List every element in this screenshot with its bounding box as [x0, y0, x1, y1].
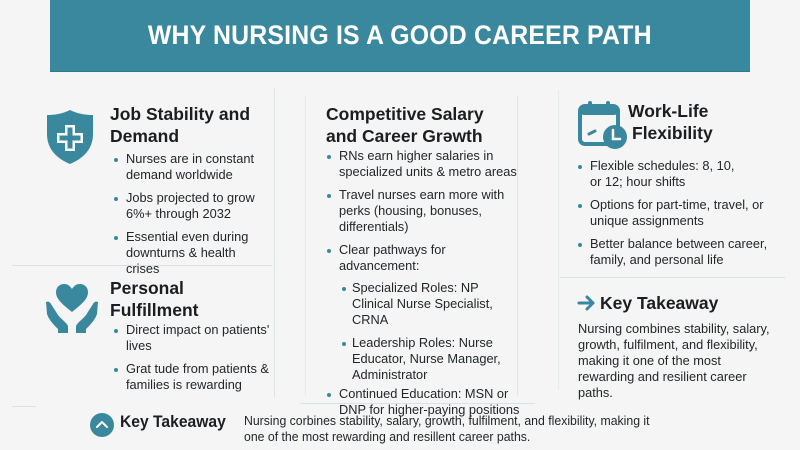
arrow-right-icon — [577, 295, 597, 311]
salary-growth-list — [324, 148, 520, 425]
list-item: Essential even during downturns & health crises — [111, 229, 271, 277]
list-item: Better balance between career, family, and personal life — [575, 236, 780, 268]
salary-growth-title: Competitive Salary and Career Grəwth — [326, 104, 484, 146]
list-item: Travel nurses earn more with perks (housing, bonuses, differentials) — [324, 187, 520, 235]
shield-medical-cross-icon — [45, 108, 95, 166]
list-item: Continued Education: MSN or DNP for higher-paying positions — [324, 386, 520, 418]
page-title: WHY NURSING IS A GOOD CAREER PATH — [148, 20, 652, 50]
list-item: Flexible schedules: 8, 10, or 12; hour shifts — [575, 158, 780, 190]
work-life-list — [575, 158, 780, 275]
list-item: Grat tude from patients & families is rewarding — [111, 361, 271, 393]
calendar-clock-icon — [578, 100, 628, 150]
list-item: Options for part-time, travel, or unique assignments — [575, 197, 780, 229]
list-item: Nurses are in constant demand worldwide — [111, 151, 271, 183]
divider-right — [560, 277, 785, 278]
list-item: Specialized Roles: NP Clinical Nurse Specialist, CRNA — [339, 280, 520, 328]
footer-key-takeaway-text: Nursing corbines stability, salary, growth, fulfilment, and flexibility, making it one of the most rewarding and resillent career paths. — [244, 413, 650, 444]
personal-fulfillment-title: Personal Fulfillment — [110, 278, 199, 320]
personal-fulfillment-list — [111, 322, 271, 400]
key-takeaway-card-title: Key Takeaway — [600, 293, 719, 313]
heart-hands-icon — [44, 282, 100, 334]
chevron-up-icon[interactable] — [90, 413, 114, 437]
list-item: Leadership Roles: Nurse Educator, Nurse Manager, Administrator — [339, 335, 520, 383]
key-takeaway-card-text: Nursing combines stability, salary, growth, fulfilment, and flexibility, making it one of the most rewarding and resilient career paths. — [578, 321, 770, 400]
header-banner — [50, 0, 750, 72]
job-stability-list — [111, 151, 271, 284]
list-item: Clear pathways for advancement: Specialized Roles: NP Clinical Nurse Specialist, CRNA Leadership Roles: Nurse Educator, Nurse Manager, Administrator — [324, 242, 520, 383]
list-item: Direct impact on patients' lives — [111, 322, 271, 354]
footer-key-takeaway-title: Key Takeaway — [120, 412, 226, 431]
advancement-sublist — [339, 280, 520, 383]
list-item: RNs earn higher salaries in specialized units & metro areas — [324, 148, 520, 180]
work-life-title: Work-Life Flexibility — [628, 101, 713, 143]
divider-bottom-left — [12, 406, 36, 407]
list-item: Jobs projected to grow 6%+ through 2032 — [111, 190, 271, 222]
job-stability-title: Job Stability and Demand — [110, 104, 251, 146]
